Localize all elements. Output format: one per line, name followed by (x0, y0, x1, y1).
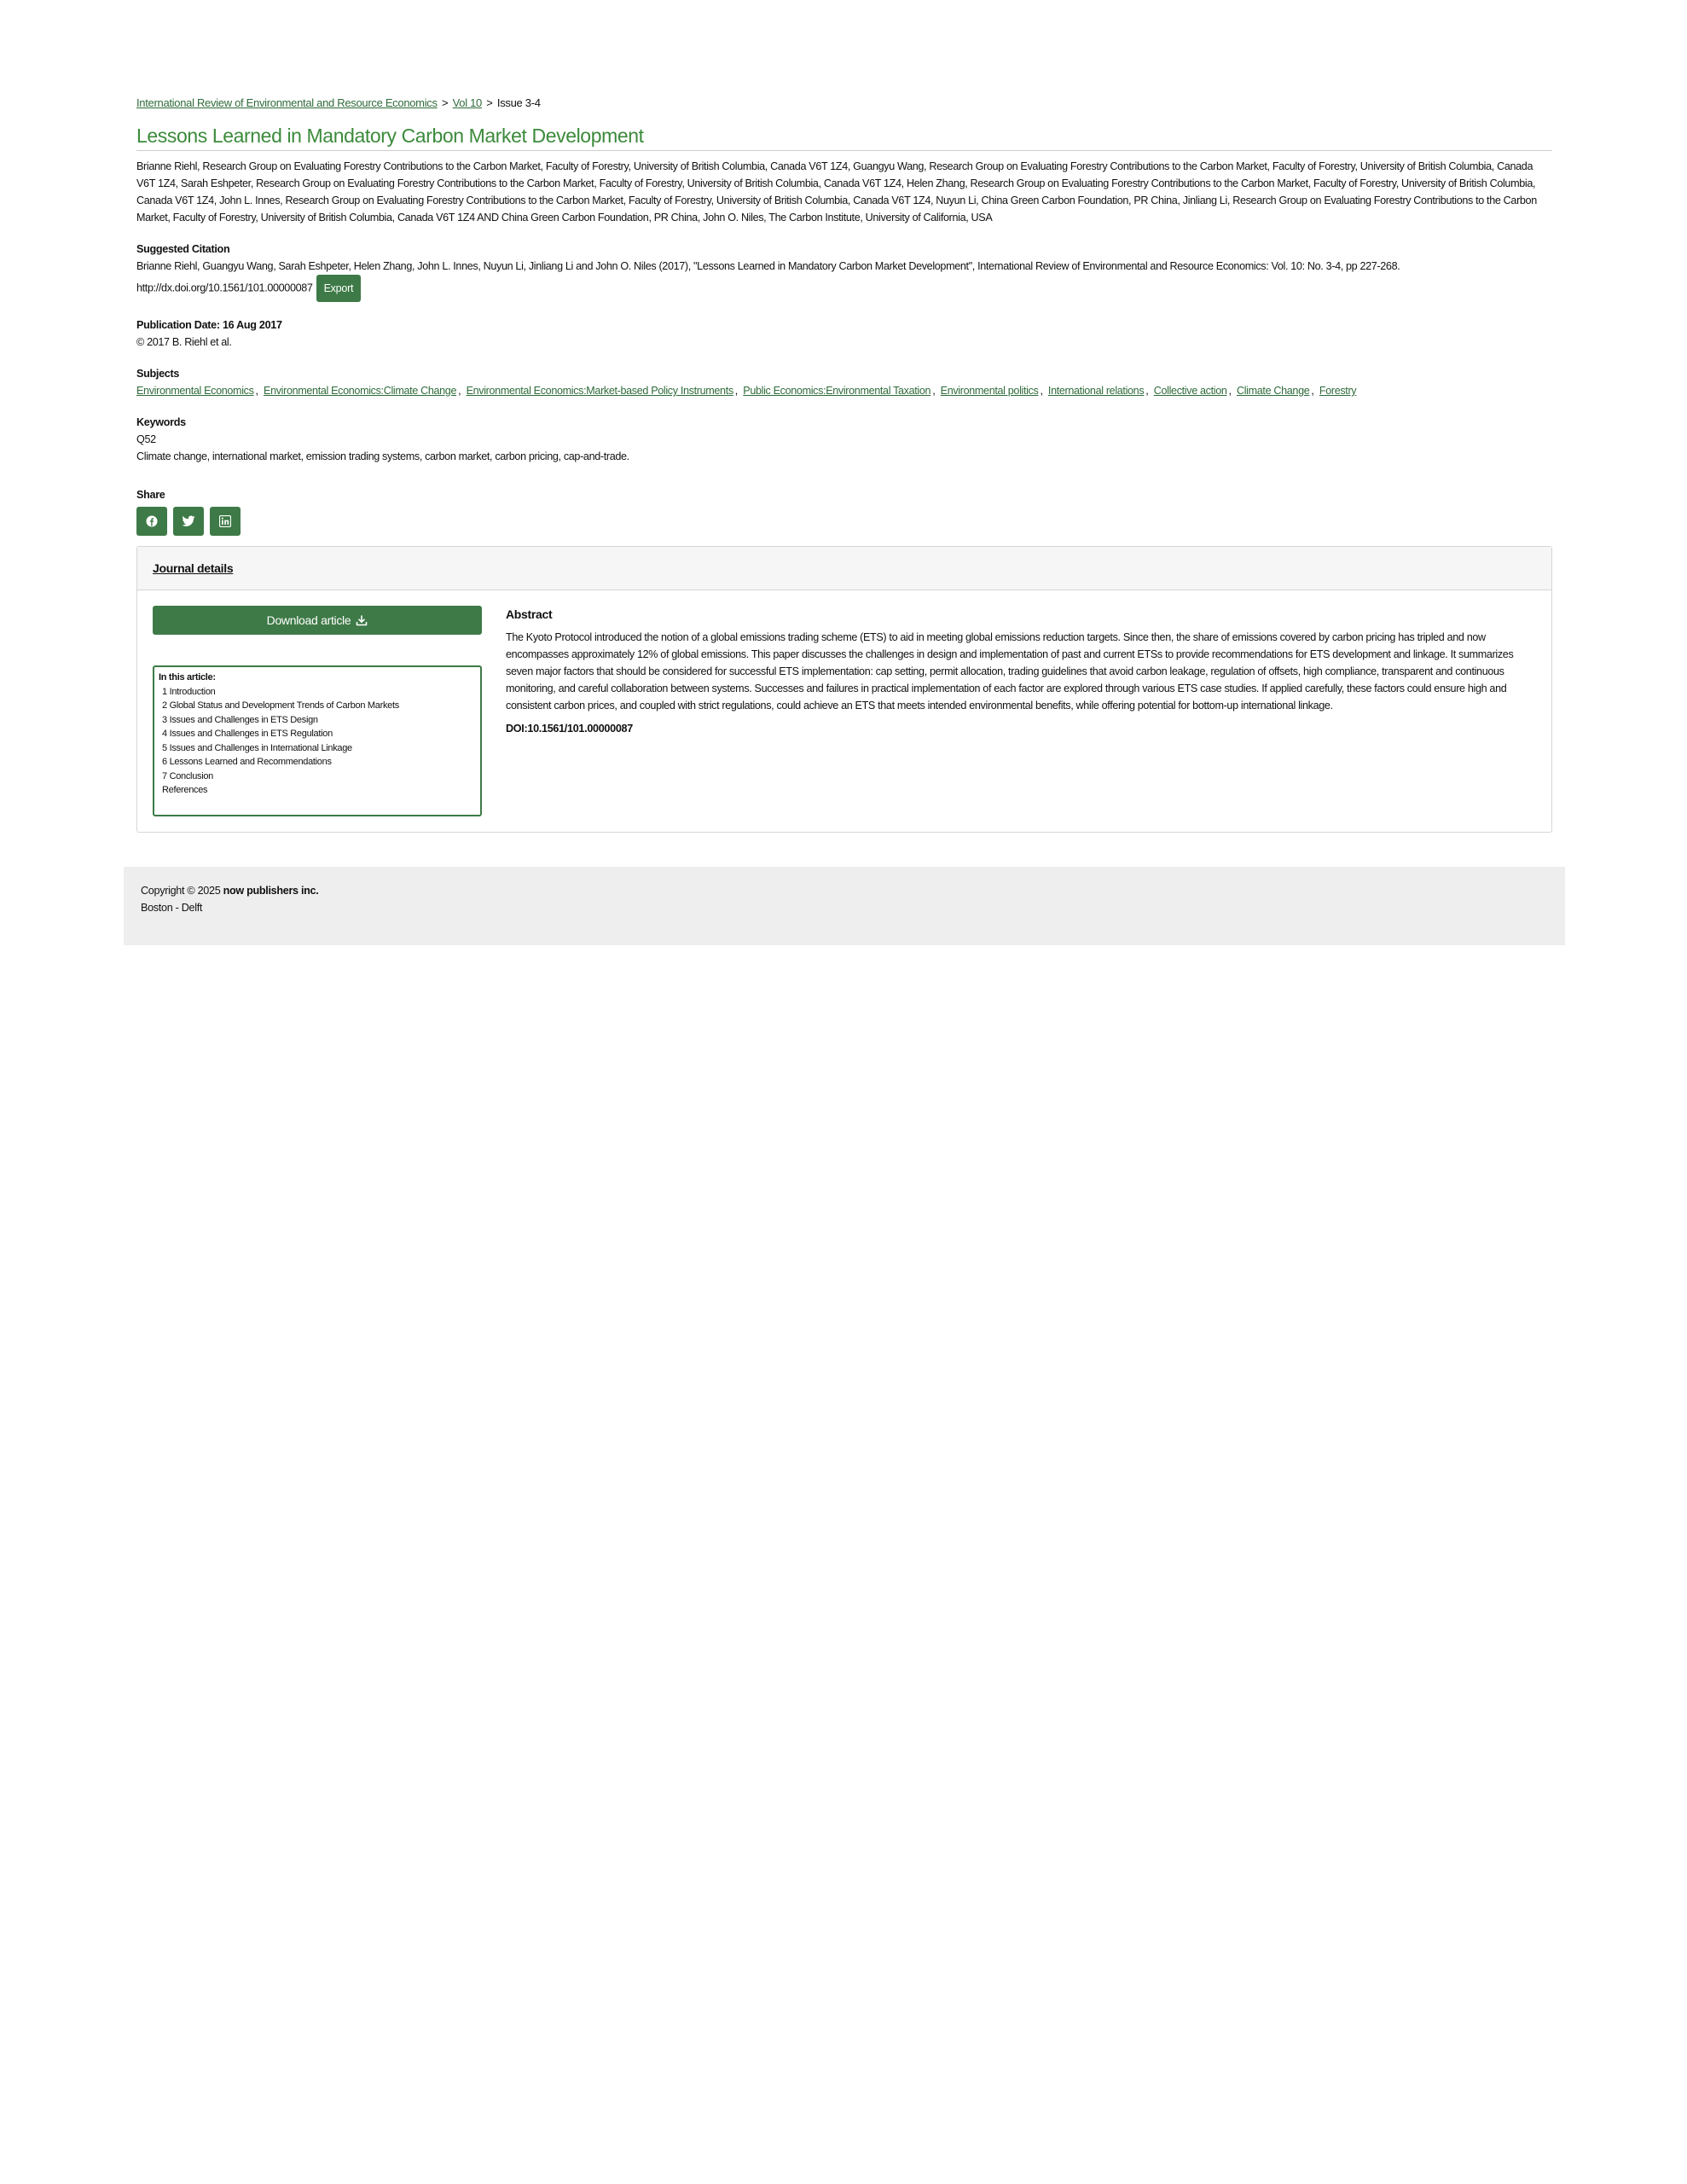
subject-link[interactable]: Climate Change (1236, 385, 1310, 397)
linkedin-icon (219, 515, 231, 527)
publication-date: Publication Date: 16 Aug 2017 (136, 319, 282, 331)
keywords-code: Q52 (136, 433, 156, 445)
subject-link[interactable]: Environmental politics (940, 385, 1039, 397)
footer-copyright-prefix: Copyright © 2025 (141, 885, 223, 897)
export-button[interactable]: Export (316, 275, 362, 302)
breadcrumb (136, 96, 1552, 111)
journal-details-link[interactable]: Journal details (153, 561, 234, 575)
download-article-label: Download article (266, 613, 351, 627)
subject-separator: , (932, 385, 936, 397)
article-authors: Brianne Riehl, Research Group on Evaluating Forestry Contributions to the Carbon Market, Faculty of Forestry, University of British Columbia, Canada V6T 1Z4, Guangyu Wang, Research Group on Evaluating Forestry Contributions to the Carbon Market, Faculty of Forestry, University of British Columbia, Canada V6T 1Z4, Sarah Eshpeter, Research Group on Evaluating Forestry Contributions to the Carbon Market, Faculty of Forestry, University of British Columbia, Canada V6T 1Z4, Helen Zhang, Research Group on Evaluating Forestry Contributions to the Carbon Market, Faculty of Forestry, University of British Columbia, Canada V6T 1Z4, John L. Innes, Research Group on Evaluating Forestry Contributions to the Carbon Market, Faculty of Forestry, University of British Columbia, Canada V6T 1Z4, Nuyun Li, China Green Carbon Foundation, PR China, Jinliang Li, Research Group on Evaluating Forestry Contributions to the Carbon Market, Faculty of Forestry, University of British Columbia, Canada V6T 1Z4 AND China Green Carbon Foundation, PR China, John O. Niles, The Carbon Institute, University of California, USA (136, 160, 1537, 224)
citation-doi-row (136, 275, 1552, 302)
share-twitter-button[interactable] (173, 507, 204, 536)
subjects-label: Subjects (136, 368, 180, 380)
subject-link[interactable]: Public Economics:Environmental Taxation (743, 385, 931, 397)
citation-doi-url: http://dx.doi.org/10.1561/101.00000087 (136, 282, 313, 294)
article-sidebar (153, 606, 482, 816)
share-facebook-button[interactable] (136, 507, 167, 536)
twitter-icon (182, 515, 195, 527)
breadcrumb-issue: Issue 3-4 (496, 96, 541, 109)
subject-link[interactable]: Environmental Economics:Market-based Policy Instruments (466, 385, 733, 397)
footer-copyright (141, 882, 1548, 899)
toc-item[interactable]: 3 Issues and Challenges in ETS Design (162, 714, 318, 725)
share-buttons (136, 507, 1552, 536)
toc-item[interactable]: References (162, 785, 208, 795)
keywords-text: Climate change, international market, emission trading systems, carbon market, carbon pricing, cap-and-trade. (136, 450, 629, 462)
breadcrumb-separator: > (486, 96, 493, 109)
toc-title: In this article: (159, 672, 216, 682)
publication-section (136, 317, 1552, 351)
journal-card (136, 546, 1552, 833)
abstract-doi: DOI:10.1561/101.00000087 (506, 723, 633, 735)
share-section (136, 487, 1552, 536)
publication-copyright: © 2017 B. Riehl et al. (136, 336, 232, 348)
share-label: Share (136, 489, 165, 501)
article-page (136, 96, 1552, 833)
subject-link[interactable]: Environmental Economics (136, 385, 254, 397)
article-title: Lessons Learned in Mandatory Carbon Market Development (136, 123, 1552, 151)
table-of-contents (153, 665, 482, 816)
toc-item[interactable]: 5 Issues and Challenges in International Linkage (162, 742, 352, 753)
journal-card-header (137, 547, 1551, 590)
footer-publisher: now publishers inc. (223, 885, 319, 897)
subject-link[interactable]: Environmental Economics:Climate Change (264, 385, 457, 397)
toc-item[interactable]: 1 Introduction (162, 686, 216, 697)
citation-section (136, 241, 1552, 302)
subject-separator: , (1145, 385, 1149, 397)
subject-separator: , (255, 385, 258, 397)
abstract-title: Abstract (506, 607, 553, 621)
breadcrumb-volume-link[interactable]: Vol 10 (452, 96, 482, 109)
breadcrumb-journal-link[interactable]: International Review of Environmental and Resource Economics (136, 96, 438, 109)
keywords-label: Keywords (136, 416, 186, 428)
subjects-section (136, 366, 1552, 399)
abstract-text: The Kyoto Protocol introduced the notion of a global emissions trading scheme (ETS) to aid in meeting global emissions reduction targets. Since then, the share of emissions covered by carbon pricing has tripled and now encompasses approximately 12% of global emissions. This paper discusses the challenges in design and implementation of past and current ETSs to provide recommendations for ETS development and linkage. It summarizes seven major factors that should be considered for successful ETS implementation: cap setting, permit allocation, trading guidelines that avoid carbon leakage, regulation of offsets, high compliance, transparent and continuous monitoring, and careful collaboration between systems. Successes and failures in practical implementation of each factor are explored through various ETS case studies. If applied carefully, these factors could ensure high and consistent carbon prices, and coupled with strict regulations, could achieve an ETS that meets intended environmental benefits, while offering potential for bottom-up international linkage. (506, 631, 1514, 712)
footer-location: Boston - Delft (141, 902, 203, 914)
abstract-section (506, 606, 1536, 816)
citation-text: Brianne Riehl, Guangyu Wang, Sarah Eshpeter, Helen Zhang, John L. Innes, Nuyun Li, Jinliang Li and John O. Niles (2017), "Lessons Learned in Mandatory Carbon Market Development", International Review of Environmental and Resource Economics: Vol. 10: No. 3-4, pp 227-268. (136, 260, 1400, 272)
toc-item[interactable]: 4 Issues and Challenges in ETS Regulation (162, 729, 333, 739)
download-icon (356, 615, 368, 626)
subjects-list (136, 382, 1552, 399)
citation-label: Suggested Citation (136, 243, 230, 255)
subject-separator: , (1228, 385, 1232, 397)
subject-separator: , (1040, 385, 1043, 397)
subject-separator: , (1311, 385, 1314, 397)
facebook-icon (146, 515, 158, 527)
toc-item[interactable]: 6 Lessons Learned and Recommendations (162, 757, 332, 767)
subject-link[interactable]: Forestry (1319, 385, 1357, 397)
download-article-button[interactable] (153, 606, 482, 635)
share-linkedin-button[interactable] (210, 507, 241, 536)
subject-link[interactable]: International relations (1047, 385, 1145, 397)
subject-separator: , (458, 385, 461, 397)
subject-separator: , (734, 385, 738, 397)
journal-card-body (137, 590, 1551, 832)
page-footer (124, 867, 1565, 945)
keywords-section (136, 415, 1552, 465)
toc-item[interactable]: 7 Conclusion (162, 770, 213, 781)
breadcrumb-separator: > (442, 96, 449, 109)
subject-link[interactable]: Collective action (1153, 385, 1227, 397)
toc-item[interactable]: 2 Global Status and Development Trends of Carbon Markets (162, 700, 399, 711)
